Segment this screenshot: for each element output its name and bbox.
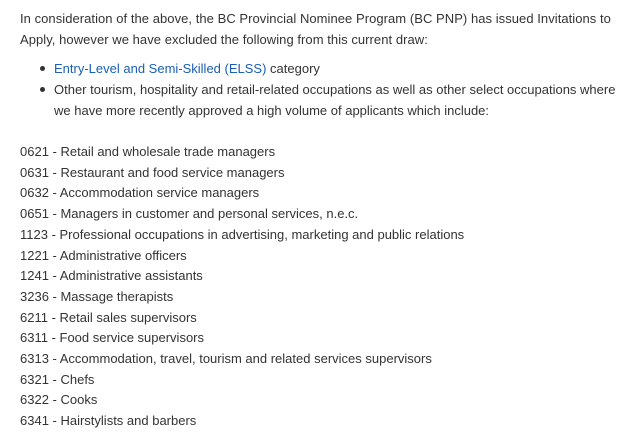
occupation-item: 6322 - Cooks xyxy=(20,392,98,408)
occupation-item: 3236 - Massage therapists xyxy=(20,288,174,304)
occupation-item: 1221 - Administrative officers xyxy=(20,247,187,263)
list-item-elss xyxy=(20,58,626,79)
occupation-item: 0631 - Restaurant and food service managers xyxy=(20,164,285,180)
occupation-item: 6313 - Accommodation, travel, tourism and related services supervisors xyxy=(20,351,432,367)
list-item-other xyxy=(20,79,626,121)
exclusion-list xyxy=(20,58,626,121)
occupation-item: 1241 - Administrative assistants xyxy=(20,268,203,284)
occupation-item: 0651 - Managers in customer and personal services, n.e.c. xyxy=(20,206,359,222)
occupation-item: 0632 - Accommodation service managers xyxy=(20,185,260,201)
elss-suffix: category xyxy=(266,61,320,76)
occupation-list xyxy=(20,142,626,432)
occupation-item: 0621 - Retail and wholesale trade managers xyxy=(20,144,276,159)
bullet-icon xyxy=(40,66,45,71)
occupation-item: 1123 - Professional occupations in advertising, marketing and public relations xyxy=(20,226,465,242)
occupation-item: 6211 - Retail sales supervisors xyxy=(20,309,197,325)
elss-link[interactable]: Entry-Level and Semi-Skilled (ELSS) xyxy=(54,61,267,76)
bullet-icon xyxy=(40,87,45,92)
other-occupations-text: Other tourism, hospitality and retail-related occupations as well as other select occupations where we have more recently approved a high volume of applicants which include: xyxy=(54,82,616,118)
occupation-item: 6321 - Chefs xyxy=(20,371,95,387)
intro-paragraph: In consideration of the above, the BC Provincial Nominee Program (BC PNP) has issued Invitations to Apply, however we have excluded the following from this current draw: xyxy=(20,11,611,47)
occupation-item: 6341 - Hairstylists and barbers xyxy=(20,413,197,429)
occupation-item: 6311 - Food service supervisors xyxy=(20,330,205,346)
